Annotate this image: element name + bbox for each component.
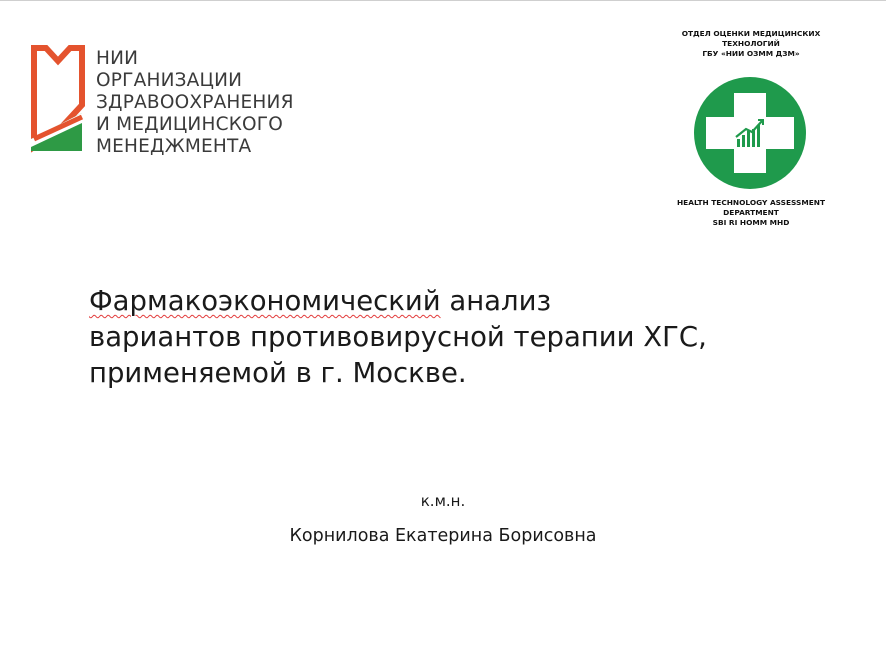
department-line: ГБУ «НИИ ОЗММ ДЗМ» [702, 49, 800, 58]
title-line [89, 283, 789, 319]
institute-name-line: НИИ [96, 48, 139, 69]
title-line: применяемой в г. Москве. [89, 357, 467, 389]
institute-name-line: ЗДРАВООХРАНЕНИЯ [96, 92, 294, 113]
institute-name-line: МЕНЕДЖМЕНТА [96, 136, 252, 157]
department-line: DEPARTMENT [723, 208, 779, 217]
institute-name-line: ОРГАНИЗАЦИИ [96, 70, 243, 91]
department-line: HEALTH TECHNOLOGY ASSESSMENT [677, 198, 825, 207]
author-degree: к.м.н. [420, 492, 466, 510]
green-cross-chart-icon [690, 77, 810, 189]
institute-name-line: И МЕДИЦИНСКОГО [96, 114, 284, 135]
title-line-rest: анализ [440, 285, 552, 317]
department-name-ru [666, 29, 836, 59]
institute-name [96, 48, 294, 158]
department-name-en [666, 198, 836, 228]
title-word-misspelled: Фармакоэкономический [89, 285, 441, 317]
niiozmm-book-icon [28, 43, 88, 155]
slide-title [89, 283, 789, 391]
institute-logo [28, 43, 298, 163]
department-line: SBI RI HOMM MHD [712, 218, 790, 227]
department-line: ТЕХНОЛОГИЙ [722, 39, 780, 48]
author-name: Корнилова Екатерина Борисовна [289, 526, 597, 546]
title-line: вариантов противовирусной терапии ХГС, [89, 321, 707, 353]
department-line: ОТДЕЛ ОЦЕНКИ МЕДИЦИНСКИХ [681, 29, 821, 38]
